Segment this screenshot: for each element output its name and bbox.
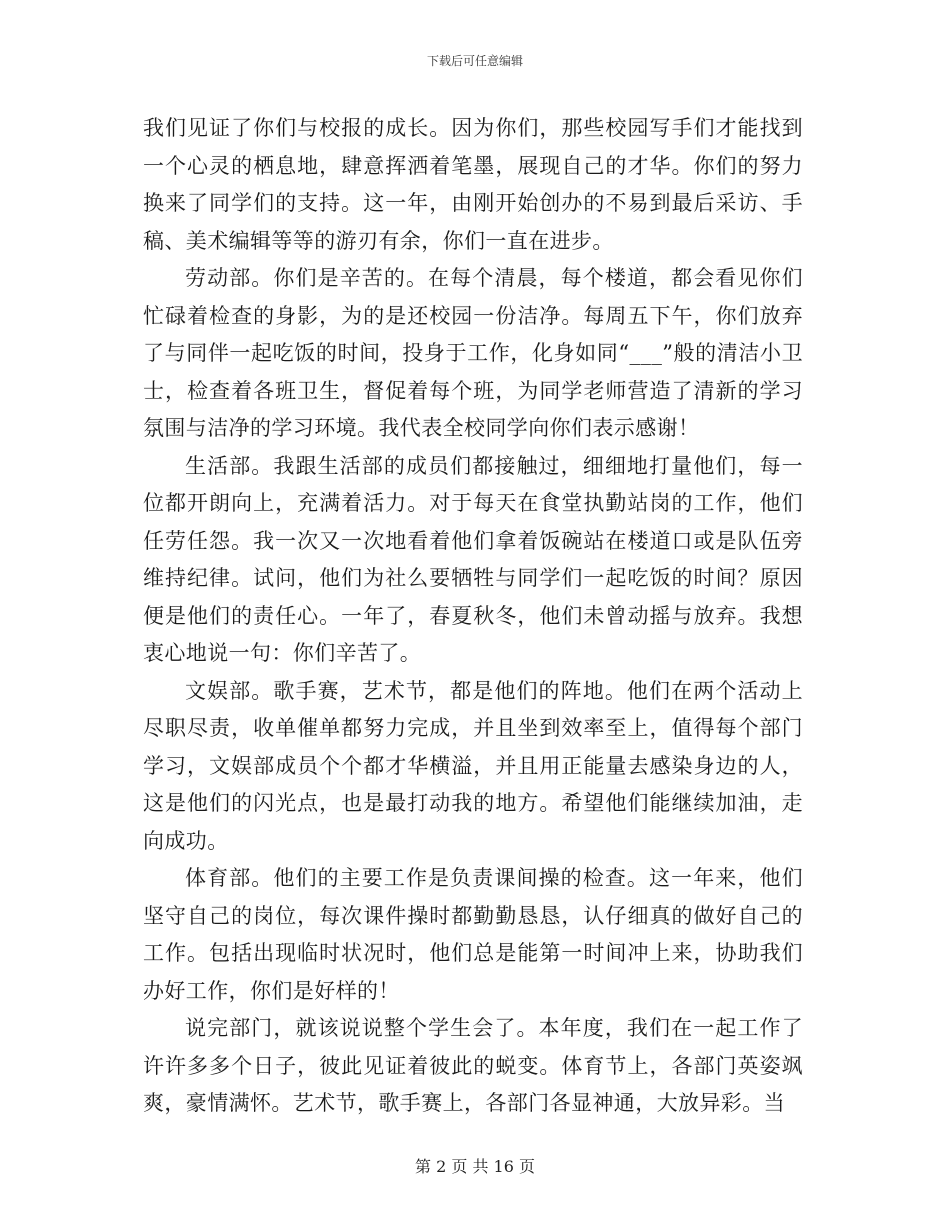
paragraph-entertainment-department: 文娱部。歌手赛，艺术节，都是他们的阵地。他们在两个活动上尽职尽责，收单催单都努力完成，并且坐到效率至上，值得每个部门学习，文娱部成员个个都才华横溢，并且用正能量去感染身边的人，这是他们的闪光点，也是最打动我的地方。希望他们能继续加油，走向成功。 xyxy=(143,678,803,853)
paragraph-school-paper: 我们见证了你们与校报的成长。因为你们，那些校园写手们才能找到一个心灵的栖息地，肆意挥洒着笔墨，展现自己的才华。你们的努力换来了同学们的支持。这一年，由刚开始创办的不易到最后采访、手稿、美术编辑等等的游刃有余，你们一直在进步。 xyxy=(143,116,803,253)
page-number-footer: 第 2 页 共 16 页 xyxy=(415,1157,535,1176)
paragraph-student-union: 说完部门，就该说说整个学生会了。本年度，我们在一起工作了许许多多个日子，彼此见证着彼此的蜕变。体育节上，各部门英姿飒爽，豪情满怀。艺术节，歌手赛上，各部门各显神通，大放异彩。当 xyxy=(143,1016,803,1115)
paragraph-labor-department: 劳动部。你们是辛苦的。在每个清晨，每个楼道，都会看见你们忙碌着检查的身影，为的是还校园一份洁净。每周五下午，你们放弃了与同伴一起吃饭的时间，投身于工作，化身如同“___”般的清洁小卫士，检查着各班卫生，督促着每个班，为同学老师营造了清新的学习氛围与洁净的学习环境。我代表全校同学向你们表示感谢！ xyxy=(143,266,803,440)
paragraph-sports-department: 体育部。他们的主要工作是负责课间操的检查。这一年来，他们坚守自己的岗位，每次课件操时都勤勤恳恳，认仔细真的做好自己的工作。包括出现临时状况时，他们总是能第一时间冲上来，协助我们办好工作，你们是好样的！ xyxy=(143,866,803,1003)
page-header-note: 下载后可任意编辑 xyxy=(426,54,523,68)
document-body xyxy=(143,110,803,1123)
paragraph-life-department: 生活部。我跟生活部的成员们都接触过，细细地打量他们，每一位都开朗向上，充满着活力。对于每天在食堂执勤站岗的工作，他们任劳任怨。我一次又一次地看着他们拿着饭碗站在楼道口或是队伍旁维持纪律。试问，他们为社么要牺牲与同学们一起吃饭的时间？原因便是他们的责任心。一年了，春夏秋冬，他们未曾动摇与放弃。我想衷心地说一句：你们辛苦了。 xyxy=(143,453,803,665)
